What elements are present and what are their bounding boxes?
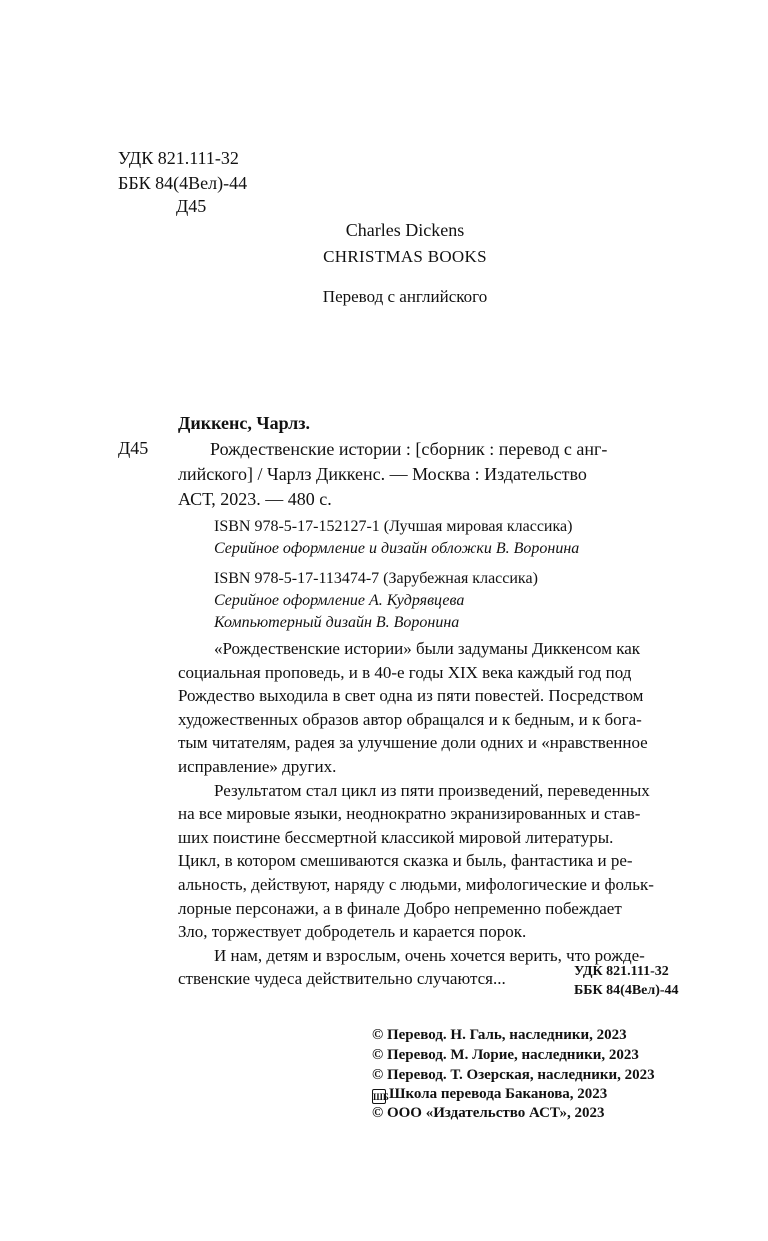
original-title: CHRISTMAS BOOKS: [323, 247, 487, 266]
isbn-2-design-1: Серийное оформление А. Кудрявцева: [214, 592, 465, 609]
bottom-bbk: ББК 84(4Вел)-44: [574, 983, 679, 998]
annotation-line: Цикл, в котором смешиваются сказка и быль, фантастика и ре-: [178, 851, 633, 871]
translation-note: Перевод с английского: [322, 287, 488, 306]
annotation-line: альность, действуют, наряду с людьми, мифологические и фольк-: [178, 874, 654, 894]
description-line: Рождественские истории : [сборник : перевод с анг-: [210, 439, 608, 459]
description-line: лийского] / Чарлз Диккенс. — Москва : Издательство: [178, 464, 587, 484]
annotation-line: тым читателям, радея за улучшение доли одних и «нравственное: [178, 733, 648, 753]
author-mark-top: Д45: [176, 196, 207, 216]
annotation-line: на все мировые языки, неоднократно экранизированных и став-: [178, 804, 641, 824]
annotation-line: Результатом стал цикл из пяти произведений, переведенных: [214, 780, 650, 800]
isbn-1: ISBN 978-5-17-152127-1 (Лучшая мировая классика): [214, 518, 573, 535]
annotation-line: ших поистине бессмертной классикой мировой литературы.: [178, 827, 614, 847]
record-description: [178, 437, 690, 512]
bottom-udk: УДК 821.111-32: [574, 964, 669, 979]
isbn-2-design-2: Компьютерный дизайн В. Воронина: [214, 614, 460, 631]
annotation-line: Рождество выходила в свет одна из пяти повестей. Посредством: [178, 686, 644, 706]
annotation-line: Зло, торжествует добродетель и карается порок.: [178, 922, 527, 942]
original-author: Charles Dickens: [345, 220, 465, 240]
record-heading: Диккенс, Чарлз.: [178, 413, 311, 433]
copyright-line: © Перевод. Т. Озерская, наследники, 2023: [372, 1067, 655, 1083]
annotation-line: социальная проповедь, и в 40-е годы XIX века каждый год под: [178, 662, 632, 682]
copyright-line: © Перевод. Н. Галь, наследники, 2023: [372, 1027, 627, 1043]
udk-code: УДК 821.111-32: [118, 148, 239, 168]
annotation-line: ственские чудеса действительно случаются...: [178, 969, 506, 989]
copyright-line: © ООО «Издательство АСТ», 2023: [372, 1105, 605, 1121]
annotation-line: лорные персонажи, а в финале Добро непременно побеждает: [178, 898, 622, 918]
annotation-line: художественных образов автор обращался и к бедным, и к бога-: [178, 709, 642, 729]
isbn-1-design: Серийное оформление и дизайн обложки В. Воронина: [214, 540, 580, 557]
annotation-line: исправление» других.: [178, 756, 337, 776]
annotation-line: И нам, детям и взрослым, очень хочется верить, что рожде-: [214, 945, 645, 965]
copyright-line: © Перевод. М. Лорие, наследники, 2023: [372, 1047, 639, 1063]
copyright-school-text: Школа перевода Баканова, 2023: [389, 1086, 608, 1102]
isbn-2: ISBN 978-5-17-113474-7 (Зарубежная классика): [214, 570, 538, 587]
record-mark: Д45: [118, 438, 149, 458]
annotation-line: «Рождественские истории» были задуманы Диккенсом как: [214, 639, 641, 658]
bbk-code: ББК 84(4Вел)-44: [118, 173, 248, 193]
copyright-line-school: [372, 1084, 607, 1104]
annotation: [178, 637, 690, 991]
description-line: АСТ, 2023. — 480 с.: [178, 489, 332, 509]
school-mark-icon: ШБ: [372, 1089, 386, 1104]
